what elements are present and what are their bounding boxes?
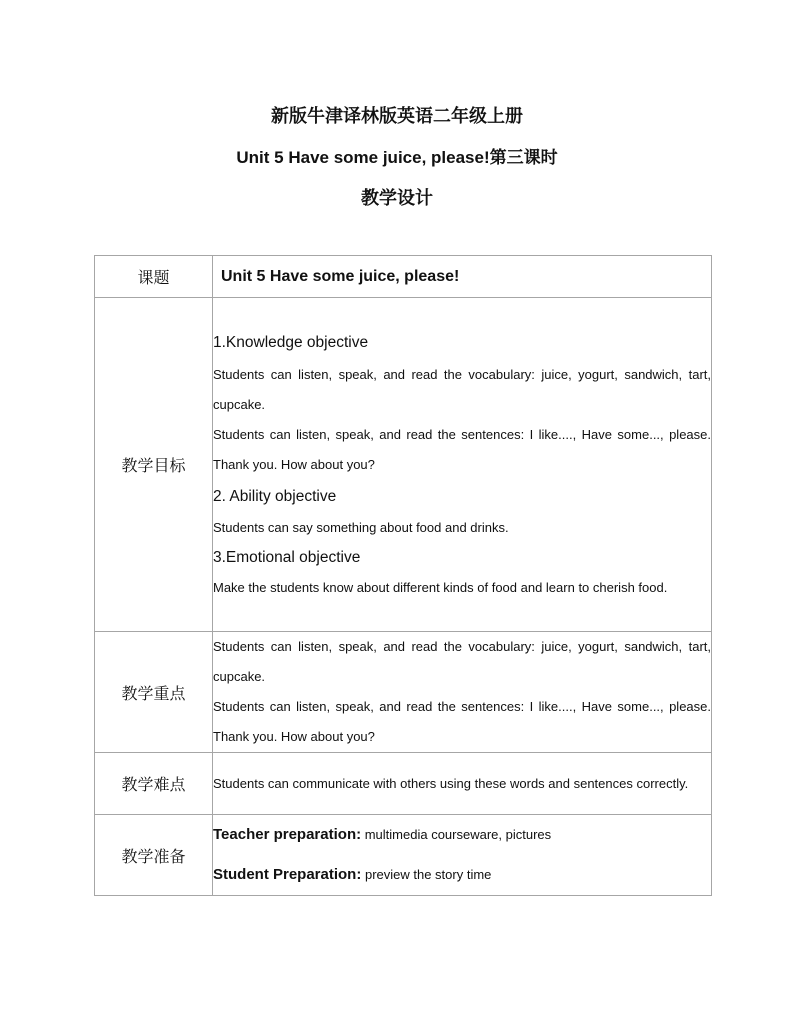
label-difficulties: 教学难点 <box>95 753 213 815</box>
difficulties-cell <box>213 753 712 815</box>
student-preparation-value: preview the story time <box>361 867 492 882</box>
label-objectives: 教学目标 <box>95 298 213 632</box>
objective-knowledge-sentences: Students can listen, speak, and read the sentences: I like...., Have some..., please. Thank you. How about you? <box>213 427 711 472</box>
objective-emotional-title: 3.Emotional objective <box>213 549 361 566</box>
objective-ability-title: 2. Ability objective <box>213 488 337 505</box>
difficulty-text: Students can communicate with others using these words and sentences correctly. <box>213 775 689 791</box>
key-point-sentences: Students can listen, speak, and read the sentences: I like...., Have some..., please. Thank you. How about you? <box>213 699 711 744</box>
document-title: 新版牛津译林版英语二年级上册 <box>271 106 523 126</box>
teacher-preparation-value: multimedia courseware, pictures <box>361 827 552 842</box>
table-row-objectives <box>95 298 712 632</box>
teacher-preparation <box>213 824 711 846</box>
table-row-key-points <box>95 632 712 753</box>
table-row-difficulties <box>95 753 712 815</box>
table-row-preparation <box>95 815 712 896</box>
key-points-cell <box>213 632 712 753</box>
teacher-preparation-label: Teacher preparation: <box>213 826 362 843</box>
objective-knowledge-title: 1.Knowledge objective <box>213 334 369 351</box>
label-preparation: 教学准备 <box>95 815 213 896</box>
key-point-vocabulary: Students can listen, speak, and read the vocabulary: juice, yogurt, sandwich, tart, cupcake. <box>213 639 711 684</box>
preparation-cell <box>213 815 712 896</box>
objective-knowledge-vocabulary: Students can listen, speak, and read the vocabulary: juice, yogurt, sandwich, tart, cupcake. <box>213 367 711 412</box>
label-key-points: 教学重点 <box>95 632 213 753</box>
table-row-topic <box>95 256 712 298</box>
student-preparation <box>213 864 711 886</box>
objectives-cell <box>213 298 712 632</box>
label-topic: 课题 <box>95 256 213 298</box>
document-heading-design: 教学设计 <box>361 188 433 208</box>
topic-value: Unit 5 Have some juice, please! <box>213 256 712 298</box>
student-preparation-label: Student Preparation: <box>213 866 362 883</box>
objective-ability-text: Students can say something about food and drinks. <box>213 520 509 535</box>
objective-emotional-text: Make the students know about different kinds of food and learn to cherish food. <box>213 580 668 595</box>
lesson-plan-table <box>94 255 712 896</box>
document-subtitle: Unit 5 Have some juice, please!第三课时 <box>236 148 558 167</box>
